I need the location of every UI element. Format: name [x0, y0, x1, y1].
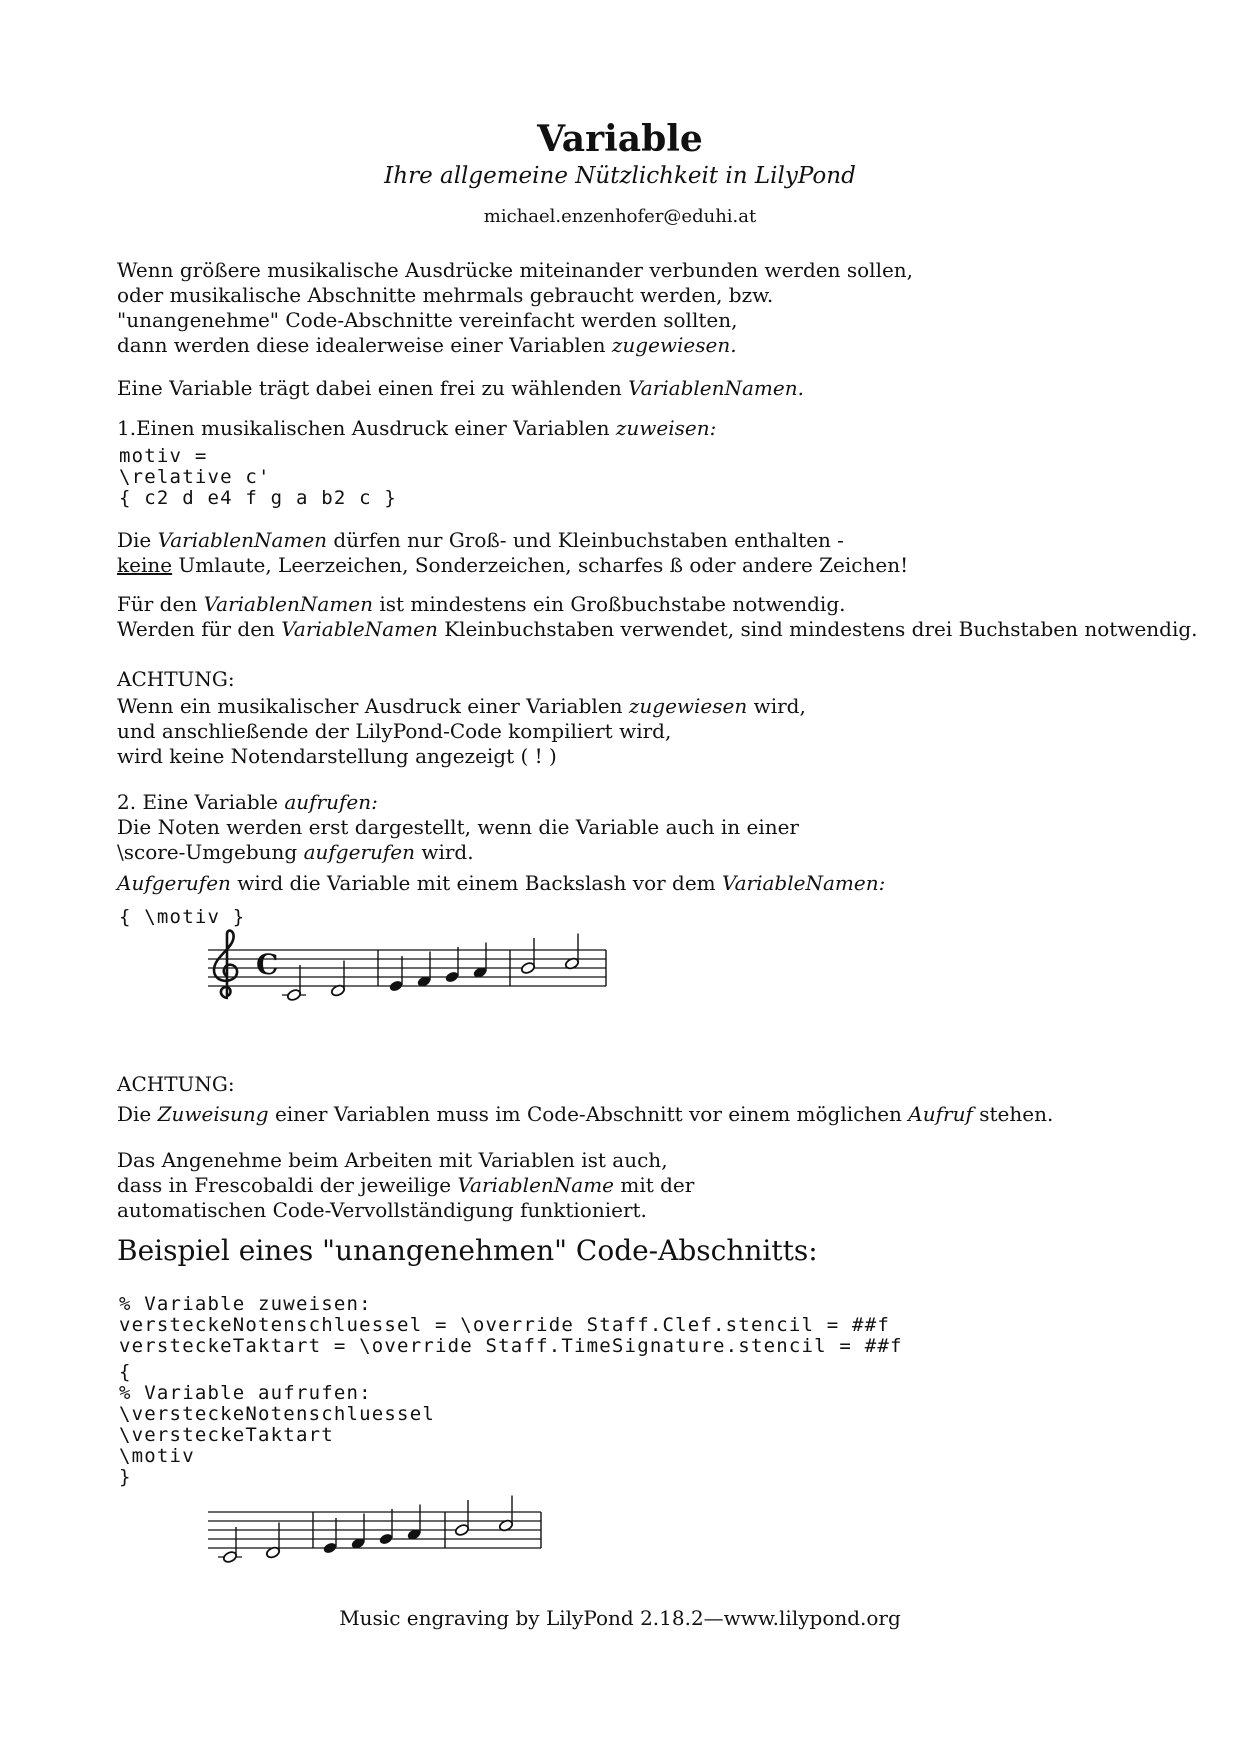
text: Umlaute, Leerzeichen, Sonderzeichen, scharfes ß oder andere Zeichen!: [172, 553, 909, 577]
text: stehen.: [972, 1102, 1054, 1126]
warning-1: [117, 667, 1217, 769]
emphasis: VariablenNamen: [203, 592, 373, 616]
text: 1.Einen musikalischen Ausdruck einer Variablen: [117, 416, 616, 440]
common-time-icon: C: [256, 948, 279, 981]
name-paragraph: [117, 376, 1217, 401]
code-block-example-assign: % Variable zuweisen: versteckeNotenschluessel = \override Staff.Clef.stencil = ##f versteckeTaktart = \override Staff.TimeSignature.stencil = ##f: [119, 1293, 903, 1357]
rule-line: [117, 553, 1217, 578]
text: Werden für den: [117, 617, 282, 641]
name-line: [117, 376, 1217, 401]
text: wird,: [747, 694, 806, 718]
text: ist mindestens ein Großbuchstabe notwendig.: [373, 592, 846, 616]
page-subtitle: Ihre allgemeine Nützlichkeit in LilyPond: [384, 163, 856, 189]
emphasis: zuweisen:: [615, 416, 717, 440]
rules-paragraph: [117, 528, 1217, 578]
rules-paragraph-2: [117, 592, 1217, 642]
intro-line: [117, 333, 1217, 358]
emphasis: Aufgerufen: [117, 871, 231, 895]
text: dass in Frescobaldi der jeweilige: [117, 1173, 458, 1197]
intro-paragraph: [117, 258, 1217, 358]
rule-line: [117, 617, 1217, 642]
text: einer Variablen muss im Code-Abschnitt vor einem möglichen: [268, 1102, 909, 1126]
benefit-line: Das Angenehme beim Arbeiten mit Variablen ist auch,: [117, 1148, 668, 1172]
text: Die: [117, 528, 158, 552]
text: wird die Variable mit einem Backslash vor dem: [230, 871, 723, 895]
intro-line: oder musikalische Abschnitte mehrmals gebraucht werden, bzw.: [117, 283, 774, 307]
underlined-text: keine: [117, 553, 173, 577]
text: dann werden diese idealerweise einer Variablen: [117, 333, 612, 357]
step2-line: Die Noten werden erst dargestellt, wenn die Variable auch in einer: [117, 815, 799, 839]
rule-line: [117, 592, 1217, 617]
treble-clef-icon: [214, 931, 237, 998]
warning-label: ACHTUNG:: [117, 1072, 235, 1096]
code-block-call: { \motiv }: [119, 906, 246, 928]
emphasis: Zuweisung: [157, 1102, 269, 1126]
step2-line: [117, 840, 1217, 865]
music-staff-2: [200, 1496, 560, 1576]
warning-label: ACHTUNG:: [117, 667, 235, 691]
intro-line: "unangenehme" Code-Abschnitte vereinfacht werden sollten,: [117, 308, 738, 332]
warning-line: wird keine Notendarstellung angezeigt ( ! ): [117, 744, 557, 768]
step2-paragraph: [117, 790, 1217, 896]
example-heading: Beispiel eines "unangenehmen" Code-Abschnitts:: [117, 1234, 818, 1267]
emphasis: aufrufen:: [284, 790, 378, 814]
benefit-line: [117, 1173, 1217, 1198]
code-block-assign: motiv = \relative c' { c2 d e4 f g a b2 c }: [119, 445, 398, 509]
text: Die: [117, 1102, 158, 1126]
text: Kleinbuchstaben verwendet, sind mindestens drei Buchstaben notwendig.: [437, 617, 1198, 641]
benefit-line: automatischen Code-Vervollständigung funktioniert.: [117, 1198, 647, 1222]
warning-line: und anschließende der LilyPond-Code kompiliert wird,: [117, 719, 672, 743]
step1-line: [117, 416, 1217, 441]
warning-2: [117, 1072, 1217, 1127]
text: wird.: [415, 840, 474, 864]
text: \score-Umgebung: [117, 840, 304, 864]
text: Für den: [117, 592, 204, 616]
code-block-example-call: { % Variable aufrufen: \versteckeNotenschluessel \versteckeTaktart \motiv }: [119, 1361, 435, 1488]
staff-lines: [208, 1512, 541, 1548]
page-title: Variable: [537, 118, 703, 160]
emphasis: aufgerufen: [303, 840, 415, 864]
author-email: michael.enzenhofer@eduhi.at: [483, 206, 757, 227]
text: dürfen nur Groß- und Kleinbuchstaben enthalten -: [327, 528, 844, 552]
text: mit der: [614, 1173, 695, 1197]
step1-heading: [117, 416, 1217, 441]
warning-line: [117, 1102, 1217, 1127]
music-staff-1: [200, 930, 620, 1010]
engraving-footer: Music engraving by LilyPond 2.18.2—www.lilypond.org: [339, 1606, 901, 1630]
text: Wenn ein musikalischer Ausdruck einer Variablen: [117, 694, 629, 718]
step2-line: [117, 790, 1217, 815]
emphasis: Aufruf: [908, 1102, 973, 1126]
emphasis: VariablenName: [457, 1173, 615, 1197]
emphasis: zugewiesen: [628, 694, 748, 718]
emphasis: zugewiesen.: [611, 333, 737, 357]
step2-line: [117, 871, 1217, 896]
text: Eine Variable trägt dabei einen frei zu wählenden: [117, 376, 629, 400]
emphasis: VariableNamen: [281, 617, 438, 641]
warning-line: [117, 694, 1217, 719]
benefit-paragraph: [117, 1148, 1217, 1223]
intro-line: Wenn größere musikalische Ausdrücke miteinander verbunden werden sollen,: [117, 258, 914, 282]
rule-line: [117, 528, 1217, 553]
text: 2. Eine Variable: [117, 790, 285, 814]
emphasis: VariablenNamen.: [628, 376, 804, 400]
emphasis: VariablenNamen: [157, 528, 328, 552]
emphasis: VariableNamen:: [722, 871, 886, 895]
